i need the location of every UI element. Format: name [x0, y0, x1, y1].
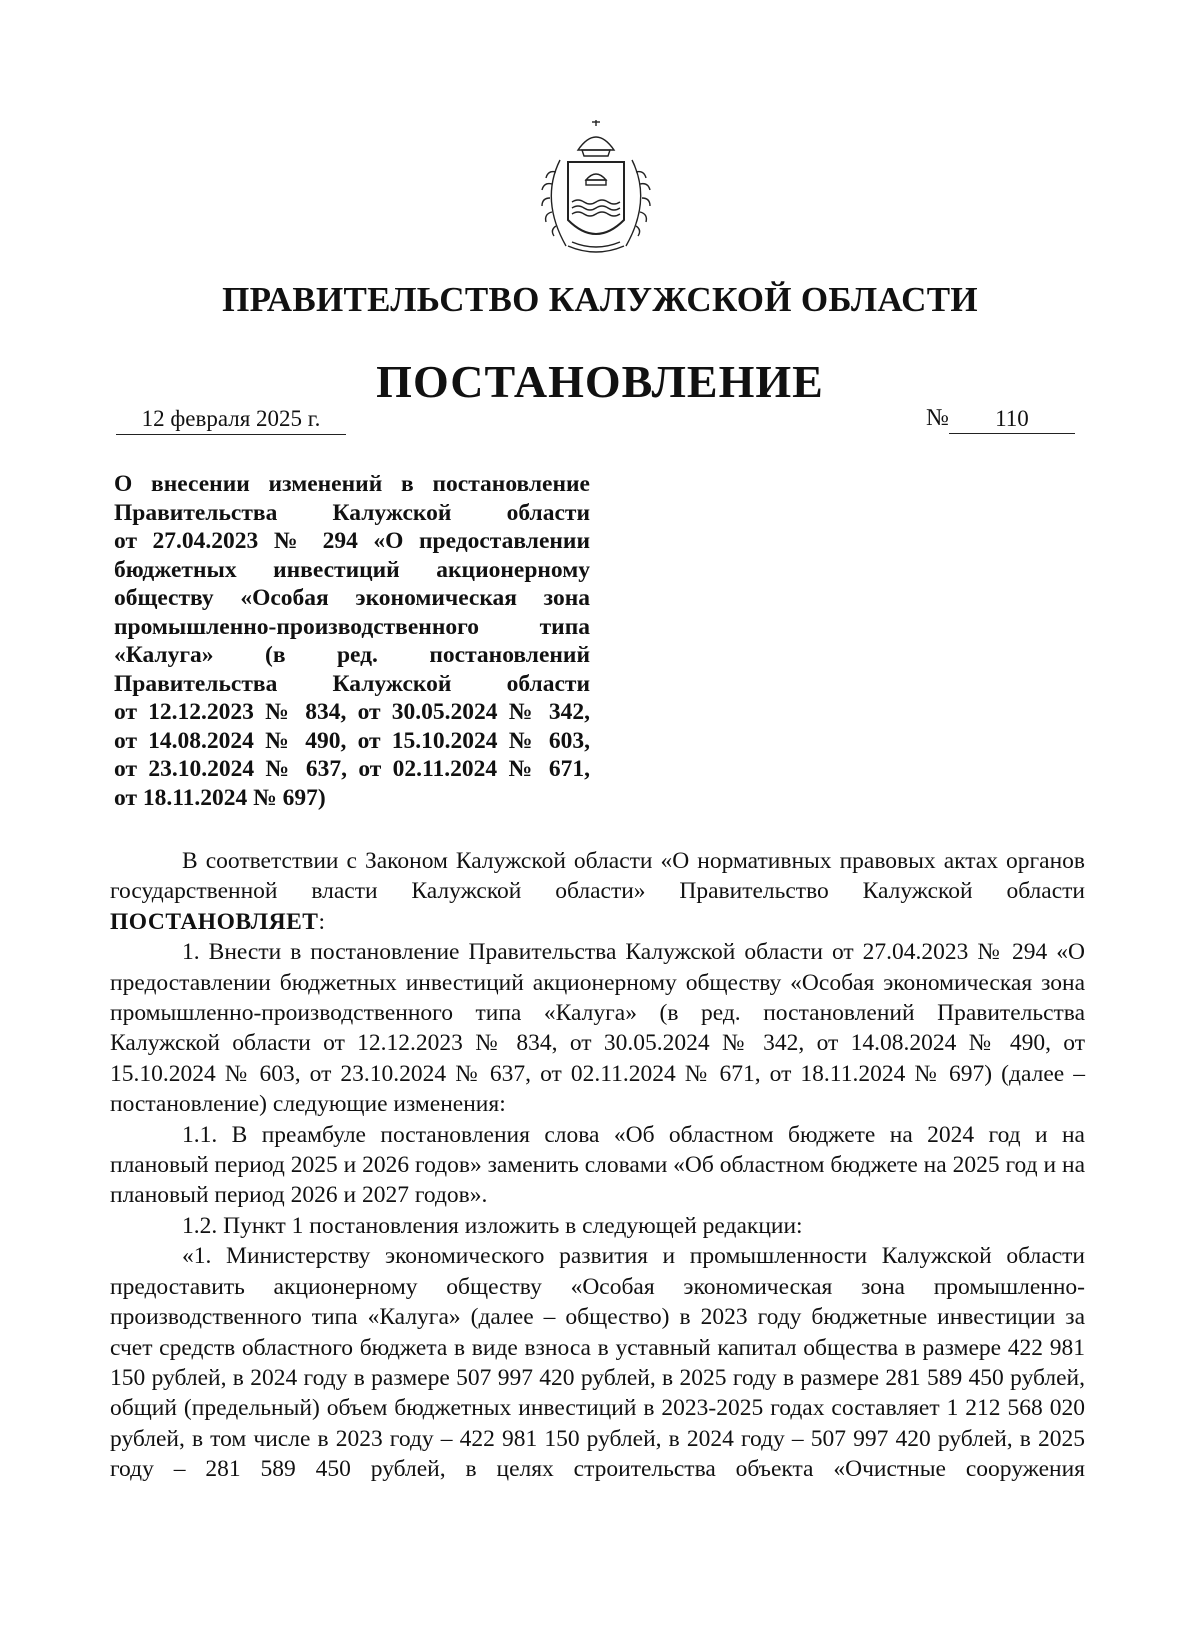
- item-1-2-paragraph: 1.2. Пункт 1 постановления изложить в следующей редакции:: [182, 1212, 803, 1239]
- title-line: Правительства Калужской области: [114, 499, 590, 526]
- preamble-keyword: ПОСТАНОВЛЯЕТ: [110, 908, 319, 935]
- preamble-paragraph: [110, 846, 1085, 937]
- title-line: от 12.12.2023 № 834, от 30.05.2024 № 342,: [114, 699, 590, 725]
- document-type: ПОСТАНОВЛЕНИЕ: [376, 356, 824, 407]
- preamble-colon: :: [318, 908, 325, 935]
- title-line: бюджетных инвестиций акционерному: [114, 556, 590, 583]
- organization-name: ПРАВИТЕЛЬСТВО КАЛУЖСКОЙ ОБЛАСТИ: [222, 280, 978, 319]
- title-line: Правительства Калужской области: [114, 670, 590, 697]
- title-line: промышленно-производственного типа: [114, 613, 590, 640]
- title-line: от 14.08.2024 № 490, от 15.10.2024 № 603,: [114, 727, 590, 754]
- title-line: обществу «Особая экономическая зона: [114, 585, 590, 611]
- document-number: [926, 402, 1075, 434]
- document-title: [114, 470, 590, 812]
- title-line: от 23.10.2024 № 637, от 02.11.2024 № 671,: [114, 756, 590, 782]
- number-value: 110: [949, 407, 1075, 434]
- coat-of-arms-icon: [516, 120, 676, 260]
- item-1-paragraph: 1. Внести в постановление Правительства Калужской области от 27.04.2023 № 294 «О предоставлении бюджетных инвестиций акционерному обществу «Особая экономическая зона промышленно-производственного типа «Калуга» (в ред. постановлений Правительства Калужской области от 12.12.2023 № 834, от 30.05.2024 № 342, от 14.08.2024 № 490, от 15.10.2024 № 603, от 23.10.2024 № 637, от 02.11.2024 № 671, от 18.11.2024 № 697) (далее – постановление) следующие изменения:: [110, 939, 1085, 1118]
- title-line: от 27.04.2023 № 294 «О предоставлении: [114, 528, 590, 554]
- title-line: «Калуга» (в ред. постановлений: [114, 642, 590, 668]
- document-body: [110, 846, 1085, 1485]
- quoted-item-paragraph: «1. Министерству экономического развития и промышленности Калужской области предоставить акционерному обществу «Особая экономическая зона промышленно-производственного типа «Калуга» (далее – общество) в 2023 году бюджетные инвестиции за счет средств областного бюджета в виде взноса в уставный капитал общества в размере 422 981 150 рублей, в 2024 году в размере 507 997 420 рублей, в 2025 году в размере 281 589 450 рублей, общий (предельный) объем бюджетных инвестиций в 2023-2025 годах составляет 1 212 568 020 рублей, в том числе в 2023 году – 422 981 150 рублей, в 2024 году – 507 997 420 рублей, в 2025 году – 281 589 450 рублей, в целях строительства объекта «Очистные сооружения: [110, 1243, 1085, 1483]
- document-date: 12 февраля 2025 г.: [116, 404, 346, 435]
- preamble-text: В соответствии с Законом Калужской области «О нормативных правовых актах органов государственной власти Калужской области» Правительство Калужской области: [110, 848, 1085, 905]
- title-line: от 18.11.2024 № 697): [114, 784, 326, 811]
- number-sign: №: [926, 405, 949, 431]
- item-1-1-paragraph: 1.1. В преамбуле постановления слова «Об областном бюджете на 2024 год и на плановый период 2025 и 2026 годов» заменить словами «Об областном бюджете на 2025 год и на плановый период 2026 и 2027 годов».: [110, 1121, 1085, 1209]
- title-line: О внесении изменений в постановление: [114, 471, 590, 497]
